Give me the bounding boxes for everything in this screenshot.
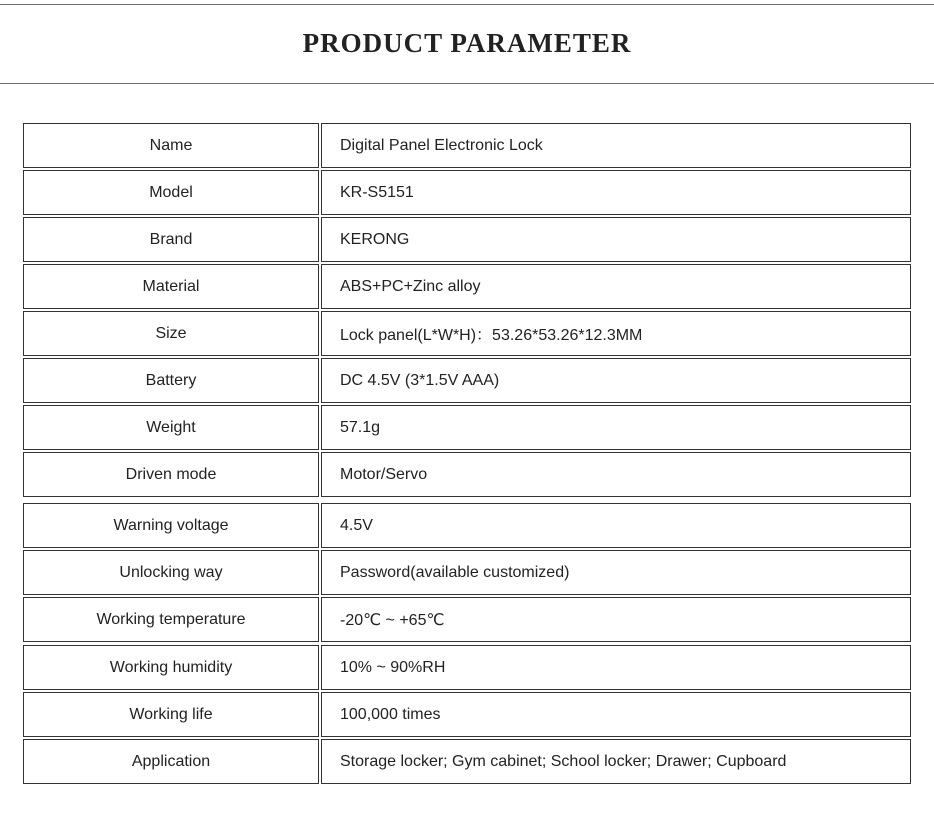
page-title: PRODUCT PARAMETER (302, 28, 632, 58)
table-row (23, 550, 911, 595)
parameter-table (23, 123, 911, 786)
parameter-value: 57.1g (321, 405, 911, 450)
table-row (23, 739, 911, 784)
table-row (23, 452, 911, 497)
table-row (23, 645, 911, 690)
table-row (23, 503, 911, 548)
table-row (23, 264, 911, 309)
parameter-label: Name (23, 123, 319, 168)
table-row (23, 170, 911, 215)
parameter-value: Password(available customized) (321, 550, 911, 595)
table-row (23, 358, 911, 403)
parameter-value: Motor/Servo (321, 452, 911, 497)
parameter-value: 4.5V (321, 503, 911, 548)
table-row (23, 597, 911, 642)
table-row (23, 123, 911, 168)
parameter-value: Storage locker; Gym cabinet; School locker; Drawer; Cupboard (321, 739, 911, 784)
parameter-value: 100,000 times (321, 692, 911, 737)
parameter-value: KR-S5151 (321, 170, 911, 215)
parameter-label: Driven mode (23, 452, 319, 497)
header-divider (0, 83, 934, 84)
parameter-label: Size (23, 311, 319, 356)
top-divider (0, 4, 934, 5)
parameter-label: Working temperature (23, 597, 319, 642)
parameter-value: 10% ~ 90%RH (321, 645, 911, 690)
parameter-label: Material (23, 264, 319, 309)
parameter-value: Digital Panel Electronic Lock (321, 123, 911, 168)
parameter-label: Weight (23, 405, 319, 450)
table-row (23, 311, 911, 356)
parameter-value: KERONG (321, 217, 911, 262)
parameter-label: Model (23, 170, 319, 215)
parameter-value: ABS+PC+Zinc alloy (321, 264, 911, 309)
parameter-label: Brand (23, 217, 319, 262)
parameter-label: Working life (23, 692, 319, 737)
parameter-label: Warning voltage (23, 503, 319, 548)
table-row (23, 405, 911, 450)
parameter-value: Lock panel(L*W*H)：53.26*53.26*12.3MM (321, 311, 911, 356)
parameter-value: -20℃ ~ +65℃ (321, 597, 911, 642)
parameter-label: Battery (23, 358, 319, 403)
table-row (23, 692, 911, 737)
parameter-value: DC 4.5V (3*1.5V AAA) (321, 358, 911, 403)
parameter-label: Working humidity (23, 645, 319, 690)
table-row (23, 217, 911, 262)
parameter-label: Application (23, 739, 319, 784)
parameter-label: Unlocking way (23, 550, 319, 595)
